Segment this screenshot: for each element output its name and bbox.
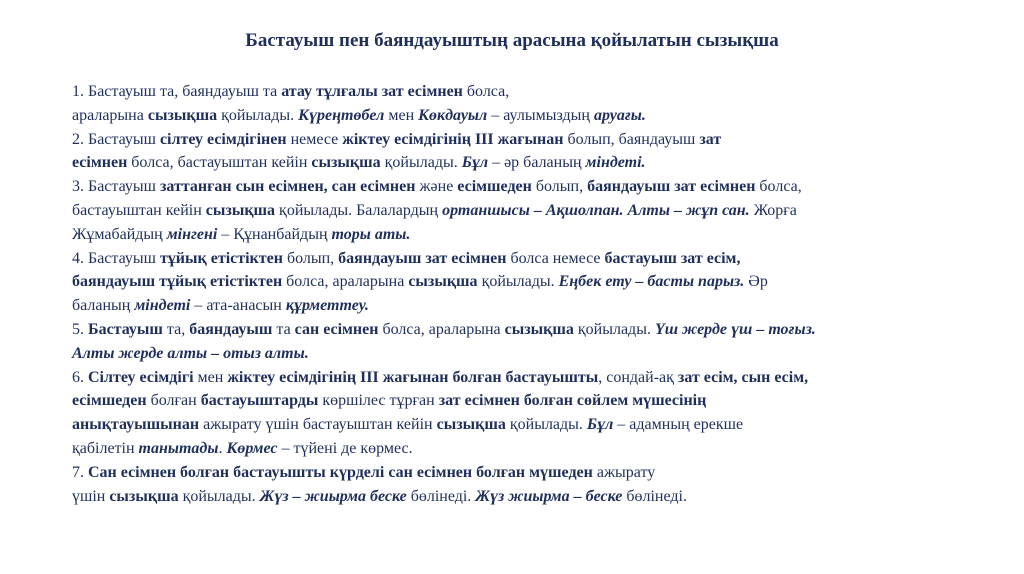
text-segment: қойылады. [217, 106, 299, 124]
text-line [72, 223, 992, 247]
text-line [72, 175, 992, 199]
text-segment: және [415, 178, 458, 196]
text-segment: қойылады. [477, 273, 559, 291]
bold-segment: Сілтеу есімдігі [88, 368, 194, 386]
bold-segment: анықтауышынан [72, 416, 200, 434]
bold-segment: сызықша [147, 106, 218, 124]
text-line [72, 270, 992, 294]
slide-body-text [72, 80, 992, 508]
text-line [72, 199, 992, 223]
bold-segment: бастауыш зат есім, [604, 249, 741, 267]
text-segment: болса, [755, 178, 802, 196]
bold-italic-example: мінгені [166, 225, 218, 243]
text-segment: қойылады. [505, 416, 587, 434]
bold-segment: Бастауыш [88, 320, 163, 338]
bold-segment: есімшеден [457, 178, 532, 196]
text-line [72, 151, 992, 175]
text-segment: қабілетін [72, 439, 139, 457]
bold-segment: баяндауыш [189, 320, 273, 338]
text-segment: араларына [72, 106, 148, 124]
text-line [72, 247, 992, 271]
text-segment: – түйені де көрмес. [277, 439, 413, 457]
text-segment: , сондай-ақ [598, 368, 678, 386]
text-segment: 6. [72, 368, 88, 386]
bold-segment: тұйық етістіктен [159, 249, 283, 267]
text-line [72, 461, 992, 485]
text-segment: болса немесе [506, 249, 605, 267]
text-line [72, 366, 992, 390]
text-segment: болса, бастауыштан кейін [127, 154, 312, 172]
text-segment: болған [146, 392, 201, 410]
bold-segment: баяндауыш зат есімнен [338, 249, 507, 267]
bold-italic-example: аруағы. [593, 106, 646, 124]
bold-italic-example: құрметтеу. [285, 297, 369, 315]
bold-italic-example: Көрмес [226, 439, 278, 457]
bold-italic-example: торы аты. [331, 225, 411, 243]
text-segment: 2. Бастауыш [72, 130, 160, 148]
bold-segment: сызықша [408, 273, 478, 291]
bold-segment: атау тұлғалы зат есімнен [281, 83, 463, 100]
text-line [72, 104, 992, 128]
bold-segment: есімнен [72, 154, 128, 172]
text-segment: . [218, 439, 227, 457]
bold-italic-example: Үш жерде үш – тоғыз. [654, 320, 816, 338]
text-segment: Жұмабайдың [72, 225, 167, 243]
text-segment: та, [162, 320, 190, 338]
bold-segment: заттанған сын есімнен, сан есімнен [159, 178, 416, 196]
text-segment: – адамның ерекше [613, 416, 744, 434]
bold-segment: жіктеу есімдігінің ІІІ жағынан [342, 130, 564, 148]
text-segment: 7. [72, 463, 88, 481]
text-line [72, 294, 992, 318]
bold-segment: сызықша [311, 154, 381, 172]
bold-segment: зат [699, 130, 722, 148]
text-segment: мен [384, 106, 419, 124]
text-segment: болса, араларына [282, 273, 409, 291]
text-segment: ажырату үшін бастауыштан кейін [199, 416, 437, 434]
bold-italic-example: ортаншысы – Ақшолпан. Алты – жұп сан. [442, 201, 750, 219]
bold-segment: сызықша [205, 201, 276, 219]
text-segment: бөлінеді. [406, 487, 476, 505]
bold-segment: баяндауыш зат есімнен [587, 178, 756, 196]
text-line [72, 389, 992, 413]
bold-italic-example: міндеті. [585, 154, 646, 172]
bold-italic-example: Жүз жиырма – беске [475, 487, 623, 505]
bold-segment: бастауыштарды [200, 392, 319, 410]
bold-italic-example: Алты жерде алты – отыз алты. [72, 344, 309, 362]
text-segment: бастауыштан кейін [72, 201, 206, 219]
text-segment: мен [193, 368, 228, 386]
bold-italic-example: Еңбек ету – басты парыз. [558, 273, 745, 291]
bold-italic-example: Көкдауыл [418, 106, 488, 124]
bold-segment: баяндауыш тұйық етістіктен [72, 273, 283, 291]
bold-segment: сызықша [504, 320, 574, 338]
text-line [72, 437, 992, 461]
bold-segment: сызықша [436, 416, 506, 434]
text-segment: немесе [286, 130, 343, 148]
bold-segment: сан есімнен [294, 320, 379, 338]
text-line [72, 342, 992, 366]
text-segment: қойылады. Балалардың [275, 201, 443, 219]
bold-italic-example: Жүз – жиырма беске [259, 487, 407, 505]
text-segment: үшін [72, 487, 110, 505]
text-segment: болып, баяндауыш [563, 130, 700, 148]
text-line [72, 485, 992, 509]
text-segment: 5. [72, 320, 88, 338]
text-segment: бөлінеді. [622, 487, 687, 505]
bold-italic-example: Бұл [586, 416, 614, 434]
text-segment: Жорға [749, 201, 797, 219]
slide-title: Бастауыш пен баяндауыштың арасына қойылатын сызықша [245, 30, 779, 51]
text-segment: болса, араларына [378, 320, 505, 338]
text-line [72, 318, 992, 342]
bold-segment: сызықша [109, 487, 179, 505]
bold-italic-example: міндеті [134, 297, 191, 315]
bold-segment: сілтеу есімдігінен [159, 130, 287, 148]
text-segment: та [272, 320, 295, 338]
text-line [72, 413, 992, 437]
bold-segment: жіктеу есімдігінің ІІІ жағынан болған бастауышты [227, 368, 599, 386]
text-segment: – ата-анасын [190, 297, 286, 315]
text-segment: болса, [462, 83, 510, 100]
text-segment: көршілес тұрған [318, 392, 439, 410]
bold-italic-example: танытады [138, 439, 219, 457]
text-segment: қойылады. [573, 320, 655, 338]
text-segment: қойылады. [380, 154, 462, 172]
text-segment: болып, [282, 249, 339, 267]
text-segment: баланың [72, 297, 135, 315]
text-segment: – әр баланың [488, 154, 586, 172]
text-segment: ажырату [592, 463, 656, 481]
text-segment: – аулымыздың [487, 106, 594, 124]
text-segment: қойылады. [178, 487, 260, 505]
bold-segment: зат есім, сын есім, [677, 368, 809, 386]
bold-segment: Сан есімнен болған бастауышты күрделі сан есімнен болған мүшеден [88, 463, 593, 481]
bold-segment: зат есімнен болған сөйлем мүшесінің [438, 392, 707, 410]
bold-segment: есімшеден [72, 392, 147, 410]
text-segment: Әр [744, 273, 768, 291]
text-line [72, 80, 992, 104]
text-segment: – Құнанбайдың [217, 225, 332, 243]
text-segment: 4. Бастауыш [72, 249, 160, 267]
bold-italic-example: Күреңтөбел [298, 106, 385, 124]
text-segment: 3. Бастауыш [72, 178, 160, 196]
bold-italic-example: Бұл [461, 154, 489, 172]
text-segment: 1. Бастауыш та, баяндауыш та [72, 83, 282, 100]
text-line [72, 128, 992, 152]
text-segment: болып, [531, 178, 588, 196]
